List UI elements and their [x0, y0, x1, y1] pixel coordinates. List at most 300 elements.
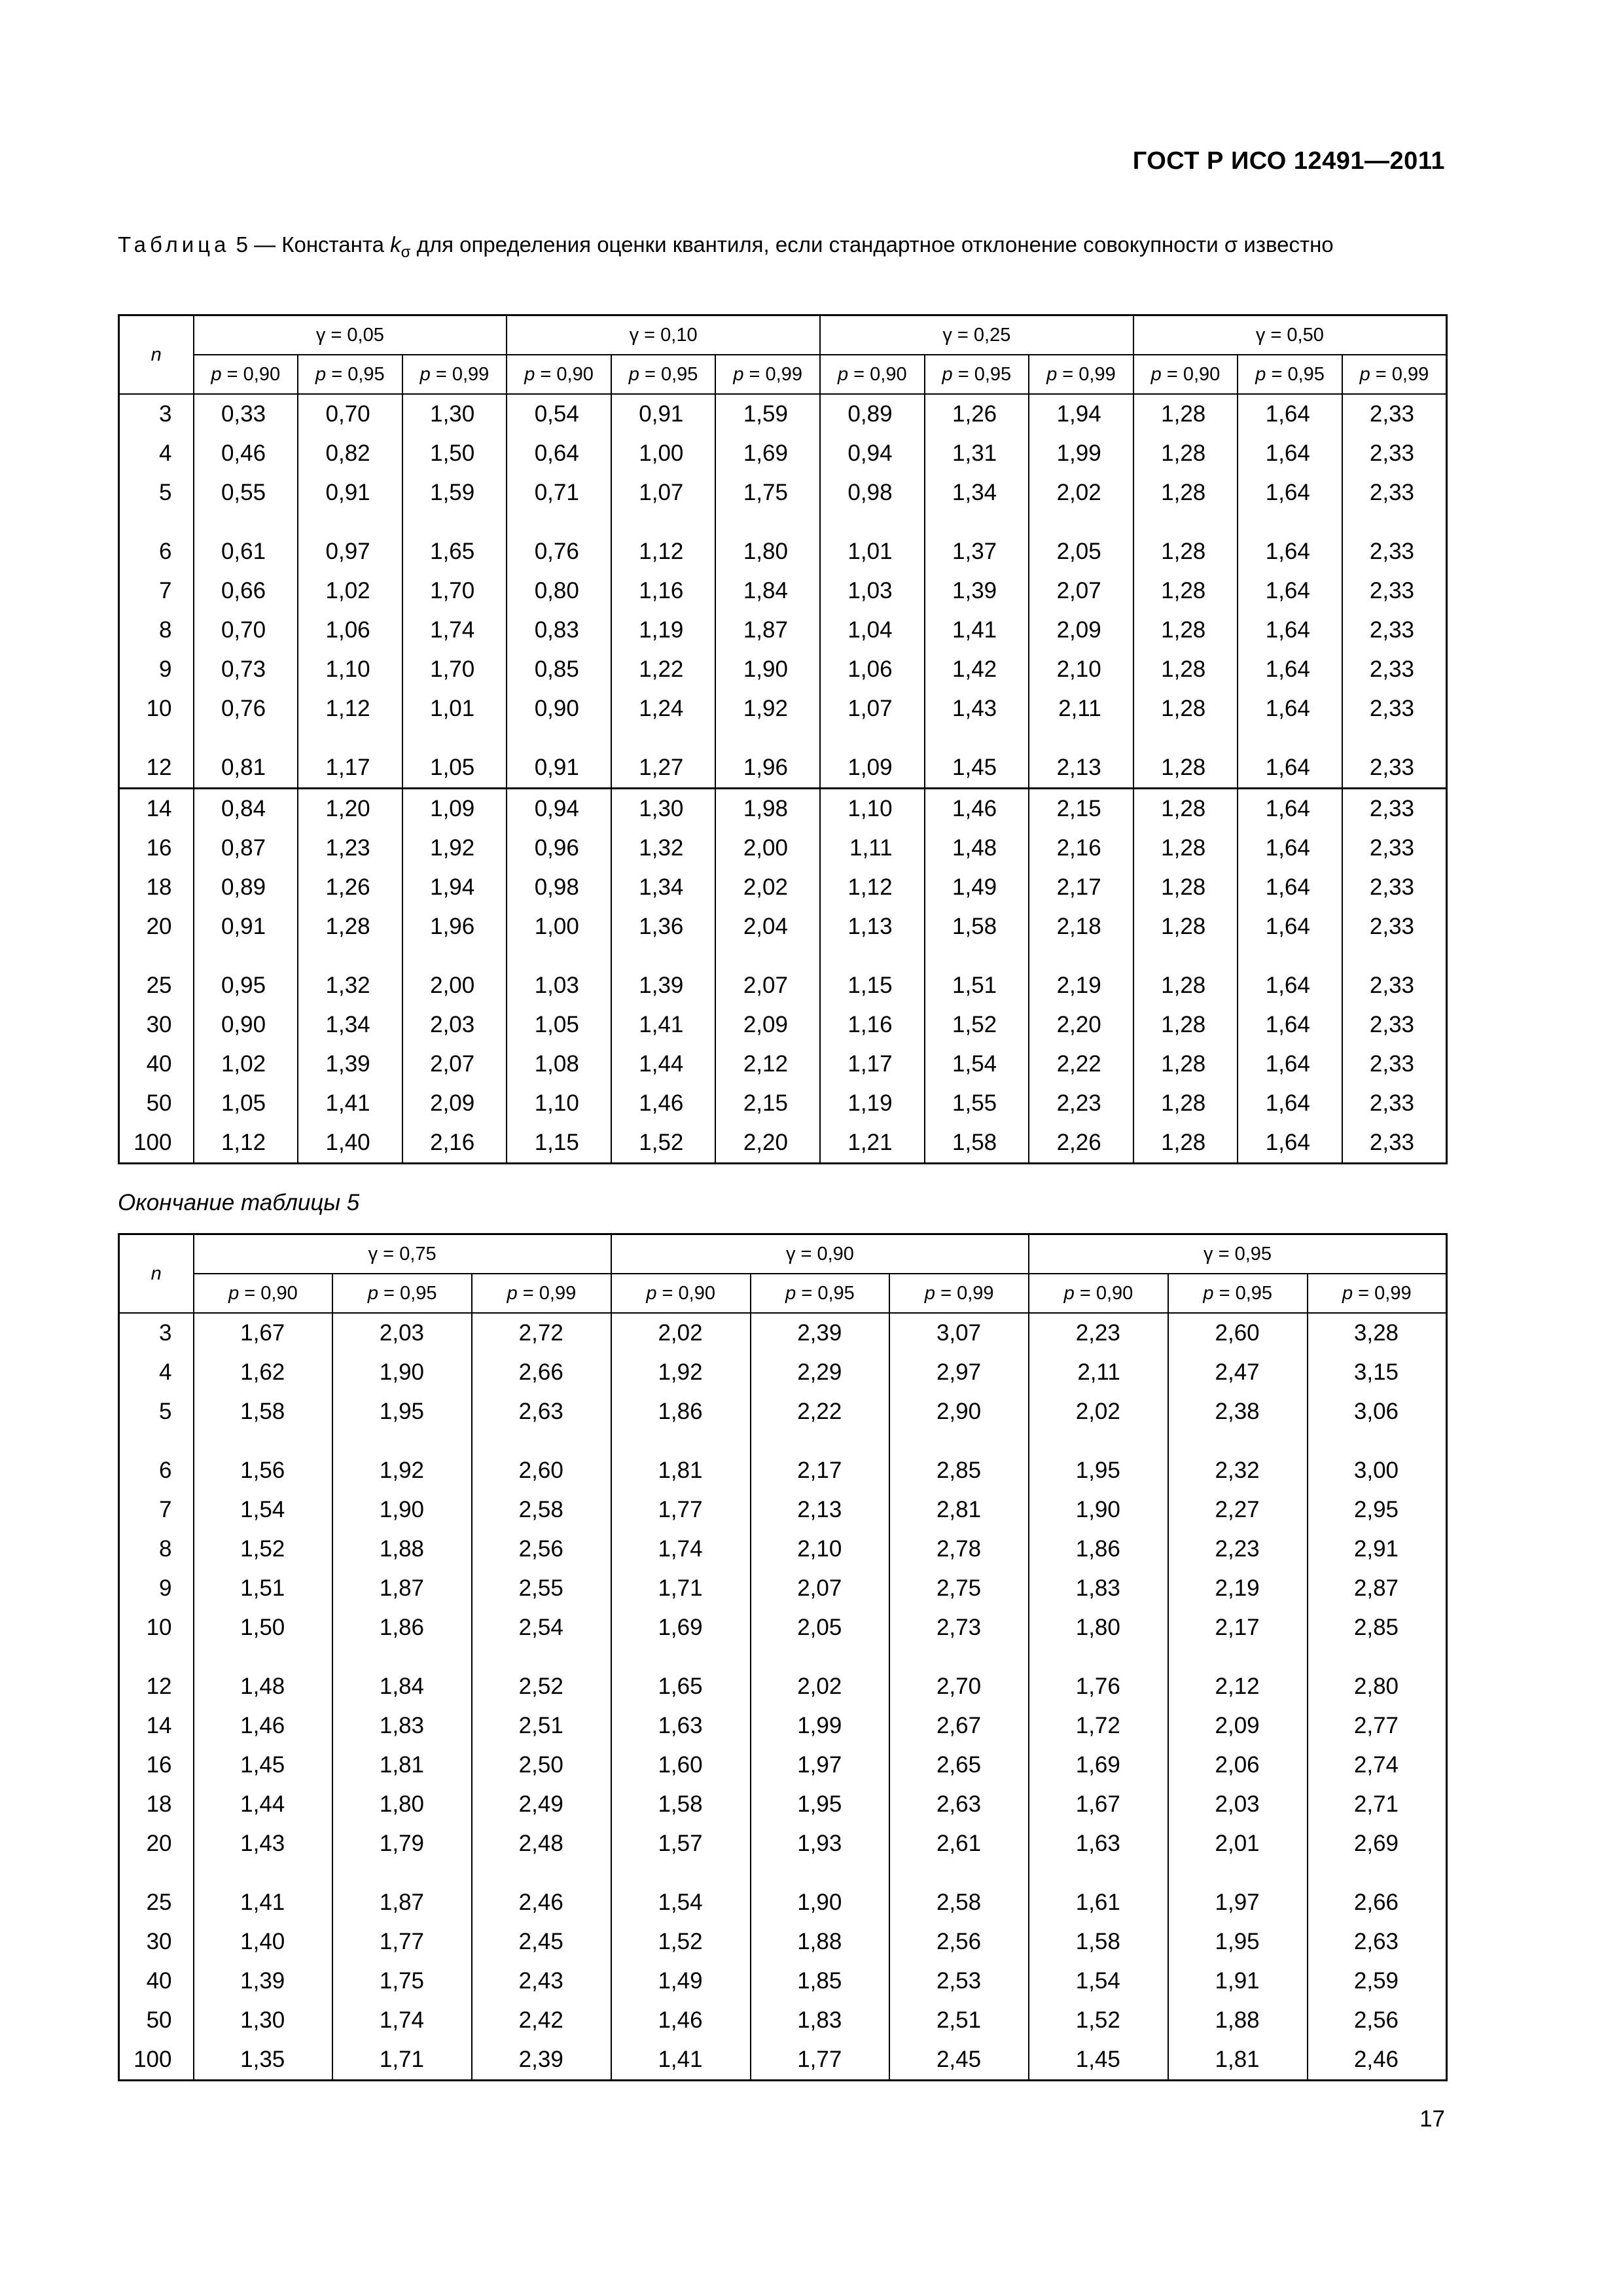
- value-cell: 1,28: [1133, 689, 1238, 728]
- row-n-cell: 18: [119, 868, 194, 907]
- value-cell: 2,70: [889, 1647, 1029, 1706]
- header-gamma: γ = 0,95: [1029, 1234, 1446, 1274]
- value-cell: 1,64: [1238, 728, 1342, 789]
- value-cell: 0,90: [507, 689, 611, 728]
- value-cell: 2,69: [1308, 1824, 1447, 1863]
- header-n: n: [119, 1234, 194, 1314]
- row-n-cell: 40: [119, 1045, 194, 1084]
- value-cell: 1,81: [1168, 2040, 1308, 2081]
- header-gamma: γ = 0,90: [611, 1234, 1029, 1274]
- header-p: p = 0,90: [1029, 1274, 1168, 1313]
- table-row: [119, 1569, 1447, 1608]
- value-cell: 1,95: [332, 1392, 472, 1431]
- row-n-cell: 7: [119, 1490, 194, 1530]
- row-n-cell: 20: [119, 907, 194, 946]
- value-cell: 1,34: [925, 473, 1029, 512]
- value-cell: 1,22: [611, 650, 716, 689]
- header-p: p = 0,95: [751, 1274, 890, 1313]
- value-cell: 1,86: [1029, 1530, 1168, 1569]
- value-cell: 1,30: [611, 789, 716, 829]
- value-cell: 1,28: [1133, 1045, 1238, 1084]
- value-cell: 2,33: [1342, 868, 1447, 907]
- row-n-cell: 3: [119, 1313, 194, 1353]
- value-cell: 1,70: [402, 571, 507, 611]
- table-row: [119, 2040, 1447, 2081]
- header-p: p = 0,95: [298, 355, 402, 394]
- header-gamma: γ = 0,50: [1133, 315, 1447, 355]
- value-cell: 2,05: [1029, 512, 1133, 571]
- value-cell: 1,39: [298, 1045, 402, 1084]
- table-row: [119, 571, 1447, 611]
- value-cell: 1,39: [611, 946, 716, 1005]
- value-cell: 2,03: [402, 1005, 507, 1045]
- value-cell: 2,78: [889, 1530, 1029, 1569]
- table-row: [119, 1084, 1447, 1123]
- value-cell: 2,16: [1029, 829, 1133, 868]
- value-cell: 2,33: [1342, 571, 1447, 611]
- header-gamma: γ = 0,10: [507, 315, 820, 355]
- value-cell: 1,72: [1029, 1706, 1168, 1746]
- value-cell: 1,40: [194, 1922, 333, 1962]
- value-cell: 2,91: [1308, 1530, 1447, 1569]
- value-cell: 1,99: [1029, 434, 1133, 473]
- header-p: p = 0,90: [507, 355, 611, 394]
- value-cell: 1,65: [611, 1647, 751, 1706]
- value-cell: 1,63: [611, 1706, 751, 1746]
- header-p: p = 0,95: [332, 1274, 472, 1313]
- table-row: [119, 512, 1447, 571]
- value-cell: 1,79: [332, 1824, 472, 1863]
- row-n-cell: 30: [119, 1922, 194, 1962]
- value-cell: 1,15: [507, 1123, 611, 1164]
- value-cell: 1,87: [332, 1569, 472, 1608]
- row-n-cell: 16: [119, 829, 194, 868]
- value-cell: 0,55: [194, 473, 298, 512]
- value-cell: 1,04: [820, 611, 925, 650]
- value-cell: 2,59: [1308, 1962, 1447, 2001]
- value-cell: 1,77: [332, 1922, 472, 1962]
- header-p: p = 0,95: [1238, 355, 1342, 394]
- value-cell: 2,49: [472, 1785, 611, 1824]
- value-cell: 2,33: [1342, 512, 1447, 571]
- row-n-cell: 9: [119, 650, 194, 689]
- value-cell: 1,46: [925, 789, 1029, 829]
- value-cell: 2,87: [1308, 1569, 1447, 1608]
- value-cell: 2,33: [1342, 473, 1447, 512]
- value-cell: 2,19: [1029, 946, 1133, 1005]
- value-cell: 2,32: [1168, 1431, 1308, 1490]
- value-cell: 3,28: [1308, 1313, 1447, 1353]
- value-cell: 1,42: [925, 650, 1029, 689]
- value-cell: 1,06: [820, 650, 925, 689]
- value-cell: 0,98: [507, 868, 611, 907]
- value-cell: 1,77: [611, 1490, 751, 1530]
- table-row: [119, 1824, 1447, 1863]
- value-cell: 0,91: [194, 907, 298, 946]
- caption-k-symbol: k: [390, 232, 401, 257]
- value-cell: 1,69: [611, 1608, 751, 1647]
- value-cell: 2,60: [472, 1431, 611, 1490]
- value-cell: 0,70: [298, 394, 402, 434]
- value-cell: 1,28: [1133, 650, 1238, 689]
- value-cell: 2,61: [889, 1824, 1029, 1863]
- value-cell: 1,26: [925, 394, 1029, 434]
- value-cell: 1,46: [611, 2001, 751, 2040]
- value-cell: 2,23: [1029, 1084, 1133, 1123]
- value-cell: 2,67: [889, 1706, 1029, 1746]
- value-cell: 0,91: [507, 728, 611, 789]
- value-cell: 1,57: [611, 1824, 751, 1863]
- value-cell: 2,09: [1168, 1706, 1308, 1746]
- value-cell: 2,45: [889, 2040, 1029, 2081]
- value-cell: 1,92: [611, 1353, 751, 1392]
- value-cell: 0,85: [507, 650, 611, 689]
- row-n-cell: 4: [119, 1353, 194, 1392]
- value-cell: 2,39: [472, 2040, 611, 2081]
- row-n-cell: 6: [119, 512, 194, 571]
- value-cell: 1,28: [1133, 571, 1238, 611]
- value-cell: 2,46: [472, 1863, 611, 1922]
- value-cell: 1,03: [820, 571, 925, 611]
- row-n-cell: 10: [119, 689, 194, 728]
- value-cell: 1,70: [402, 650, 507, 689]
- value-cell: 0,91: [298, 473, 402, 512]
- value-cell: 1,64: [1238, 571, 1342, 611]
- value-cell: 0,89: [194, 868, 298, 907]
- value-cell: 1,34: [298, 1005, 402, 1045]
- value-cell: 0,46: [194, 434, 298, 473]
- value-cell: 2,71: [1308, 1785, 1447, 1824]
- value-cell: 0,83: [507, 611, 611, 650]
- value-cell: 1,45: [194, 1746, 333, 1785]
- value-cell: 2,80: [1308, 1647, 1447, 1706]
- header-p: p = 0,90: [611, 1274, 751, 1313]
- table-row: [119, 434, 1447, 473]
- table-row: [119, 1863, 1447, 1922]
- value-cell: 2,02: [611, 1313, 751, 1353]
- value-cell: 1,52: [1029, 2001, 1168, 2040]
- value-cell: 2,52: [472, 1647, 611, 1706]
- value-cell: 1,74: [402, 611, 507, 650]
- value-cell: 1,49: [611, 1962, 751, 2001]
- value-cell: 1,54: [1029, 1962, 1168, 2001]
- value-cell: 1,58: [925, 907, 1029, 946]
- table-5-part-2: [118, 1233, 1448, 2081]
- value-cell: 2,22: [1029, 1045, 1133, 1084]
- value-cell: 1,62: [194, 1353, 333, 1392]
- value-cell: 2,15: [715, 1084, 820, 1123]
- value-cell: 1,75: [332, 1962, 472, 2001]
- value-cell: 1,45: [925, 728, 1029, 789]
- value-cell: 0,87: [194, 829, 298, 868]
- value-cell: 2,63: [1308, 1922, 1447, 1962]
- value-cell: 2,33: [1342, 611, 1447, 650]
- value-cell: 2,11: [1029, 1353, 1168, 1392]
- value-cell: 2,39: [751, 1313, 890, 1353]
- value-cell: 2,12: [1168, 1647, 1308, 1706]
- continuation-label: Окончание таблицы 5: [118, 1190, 360, 1215]
- header-p: p = 0,95: [611, 355, 716, 394]
- value-cell: 2,13: [751, 1490, 890, 1530]
- value-cell: 2,47: [1168, 1353, 1308, 1392]
- value-cell: 1,02: [298, 571, 402, 611]
- value-cell: 0,84: [194, 789, 298, 829]
- value-cell: 0,98: [820, 473, 925, 512]
- value-cell: 1,69: [1029, 1746, 1168, 1785]
- row-n-cell: 7: [119, 571, 194, 611]
- value-cell: 1,41: [611, 2040, 751, 2081]
- value-cell: 1,48: [925, 829, 1029, 868]
- value-cell: 0,66: [194, 571, 298, 611]
- value-cell: 2,10: [1029, 650, 1133, 689]
- value-cell: 1,97: [751, 1746, 890, 1785]
- value-cell: 2,02: [751, 1647, 890, 1706]
- value-cell: 1,59: [402, 473, 507, 512]
- row-n-cell: 14: [119, 789, 194, 829]
- value-cell: 2,33: [1342, 1123, 1447, 1164]
- value-cell: 2,54: [472, 1608, 611, 1647]
- value-cell: 2,02: [715, 868, 820, 907]
- value-cell: 0,94: [507, 789, 611, 829]
- value-cell: 1,94: [1029, 394, 1133, 434]
- value-cell: 0,71: [507, 473, 611, 512]
- row-n-cell: 50: [119, 2001, 194, 2040]
- value-cell: 1,36: [611, 907, 716, 946]
- value-cell: 1,90: [1029, 1490, 1168, 1530]
- value-cell: 1,32: [611, 829, 716, 868]
- value-cell: 1,64: [1238, 946, 1342, 1005]
- page-number: 17: [1419, 2106, 1445, 2132]
- value-cell: 0,97: [298, 512, 402, 571]
- table-row: [119, 1353, 1447, 1392]
- value-cell: 1,84: [715, 571, 820, 611]
- value-cell: 1,92: [332, 1431, 472, 1490]
- value-cell: 1,28: [1133, 789, 1238, 829]
- value-cell: 2,66: [1308, 1863, 1447, 1922]
- value-cell: 2,33: [1342, 434, 1447, 473]
- value-cell: 0,61: [194, 512, 298, 571]
- value-cell: 1,97: [1168, 1863, 1308, 1922]
- header-p: p = 0,99: [889, 1274, 1029, 1313]
- row-n-cell: 100: [119, 1123, 194, 1164]
- value-cell: 1,12: [820, 868, 925, 907]
- value-cell: 1,26: [298, 868, 402, 907]
- value-cell: 1,12: [611, 512, 716, 571]
- value-cell: 0,81: [194, 728, 298, 789]
- value-cell: 2,33: [1342, 789, 1447, 829]
- table-row: [119, 1922, 1447, 1962]
- value-cell: 2,17: [1029, 868, 1133, 907]
- value-cell: 1,95: [1168, 1922, 1308, 1962]
- value-cell: 2,42: [472, 2001, 611, 2040]
- table-caption: [118, 230, 1446, 266]
- row-n-cell: 6: [119, 1431, 194, 1490]
- value-cell: 2,22: [751, 1392, 890, 1431]
- value-cell: 1,64: [1238, 473, 1342, 512]
- value-cell: 2,09: [1029, 611, 1133, 650]
- value-cell: 1,43: [194, 1824, 333, 1863]
- value-cell: 1,52: [611, 1123, 716, 1164]
- value-cell: 2,56: [889, 1922, 1029, 1962]
- row-n-cell: 40: [119, 1962, 194, 2001]
- value-cell: 1,77: [751, 2040, 890, 2081]
- value-cell: 1,87: [332, 1863, 472, 1922]
- value-cell: 2,56: [472, 1530, 611, 1569]
- value-cell: 1,88: [1168, 2001, 1308, 2040]
- value-cell: 1,16: [820, 1005, 925, 1045]
- value-cell: 1,28: [1133, 394, 1238, 434]
- value-cell: 1,43: [925, 689, 1029, 728]
- table-row: [119, 2001, 1447, 2040]
- value-cell: 2,45: [472, 1922, 611, 1962]
- table-row: [119, 1608, 1447, 1647]
- value-cell: 1,00: [507, 907, 611, 946]
- value-cell: 2,66: [472, 1353, 611, 1392]
- value-cell: 2,60: [1168, 1313, 1308, 1353]
- value-cell: 1,05: [507, 1005, 611, 1045]
- value-cell: 1,50: [194, 1608, 333, 1647]
- value-cell: 1,65: [402, 512, 507, 571]
- value-cell: 1,10: [298, 650, 402, 689]
- table-row: [119, 689, 1447, 728]
- value-cell: 2,90: [889, 1392, 1029, 1431]
- value-cell: 1,27: [611, 728, 716, 789]
- value-cell: 0,70: [194, 611, 298, 650]
- row-n-cell: 10: [119, 1608, 194, 1647]
- value-cell: 1,90: [751, 1863, 890, 1922]
- value-cell: 1,64: [1238, 1084, 1342, 1123]
- value-cell: 1,46: [611, 1084, 716, 1123]
- value-cell: 1,28: [1133, 829, 1238, 868]
- value-cell: 1,39: [194, 1962, 333, 2001]
- value-cell: 1,10: [507, 1084, 611, 1123]
- value-cell: 2,63: [889, 1785, 1029, 1824]
- value-cell: 2,33: [1342, 946, 1447, 1005]
- value-cell: 1,28: [1133, 728, 1238, 789]
- value-cell: 1,96: [715, 728, 820, 789]
- table-row: [119, 1123, 1447, 1164]
- table-row: [119, 1785, 1447, 1824]
- value-cell: 1,81: [611, 1431, 751, 1490]
- value-cell: 1,10: [820, 789, 925, 829]
- value-cell: 2,03: [332, 1313, 472, 1353]
- value-cell: 2,33: [1342, 650, 1447, 689]
- value-cell: 1,03: [507, 946, 611, 1005]
- value-cell: 1,64: [1238, 1005, 1342, 1045]
- value-cell: 2,50: [472, 1746, 611, 1785]
- value-cell: 2,33: [1342, 1084, 1447, 1123]
- value-cell: 1,28: [298, 907, 402, 946]
- document-code: ГОСТ Р ИСО 12491—2011: [1132, 147, 1445, 175]
- value-cell: 2,07: [402, 1045, 507, 1084]
- value-cell: 2,74: [1308, 1746, 1447, 1785]
- value-cell: 1,11: [820, 829, 925, 868]
- value-cell: 2,17: [751, 1431, 890, 1490]
- row-n-cell: 5: [119, 473, 194, 512]
- value-cell: 1,95: [1029, 1431, 1168, 1490]
- value-cell: 2,95: [1308, 1490, 1447, 1530]
- value-cell: 1,64: [1238, 689, 1342, 728]
- value-cell: 2,56: [1308, 2001, 1447, 2040]
- value-cell: 2,51: [889, 2001, 1029, 2040]
- row-n-cell: 4: [119, 434, 194, 473]
- value-cell: 2,63: [472, 1392, 611, 1431]
- header-p: p = 0,90: [194, 355, 298, 394]
- table-row: [119, 473, 1447, 512]
- value-cell: 1,41: [298, 1084, 402, 1123]
- value-cell: 1,15: [820, 946, 925, 1005]
- value-cell: 2,29: [751, 1353, 890, 1392]
- value-cell: 1,00: [611, 434, 716, 473]
- value-cell: 1,41: [194, 1863, 333, 1922]
- table-row: [119, 789, 1447, 829]
- value-cell: 1,83: [332, 1706, 472, 1746]
- value-cell: 1,28: [1133, 473, 1238, 512]
- value-cell: 0,95: [194, 946, 298, 1005]
- value-cell: 2,11: [1029, 689, 1133, 728]
- value-cell: 2,55: [472, 1569, 611, 1608]
- value-cell: 2,27: [1168, 1490, 1308, 1530]
- header-p: p = 0,99: [1342, 355, 1447, 394]
- value-cell: 1,09: [820, 728, 925, 789]
- row-n-cell: 16: [119, 1746, 194, 1785]
- value-cell: 2,05: [751, 1608, 890, 1647]
- value-cell: 2,00: [715, 829, 820, 868]
- row-n-cell: 30: [119, 1005, 194, 1045]
- value-cell: 1,46: [194, 1706, 333, 1746]
- value-cell: 1,80: [715, 512, 820, 571]
- value-cell: 1,58: [1029, 1922, 1168, 1962]
- value-cell: 1,84: [332, 1647, 472, 1706]
- value-cell: 1,80: [1029, 1608, 1168, 1647]
- row-n-cell: 100: [119, 2040, 194, 2081]
- value-cell: 2,06: [1168, 1746, 1308, 1785]
- value-cell: 1,90: [332, 1353, 472, 1392]
- value-cell: 1,69: [715, 434, 820, 473]
- row-n-cell: 14: [119, 1706, 194, 1746]
- header-p: p = 0,99: [1029, 355, 1133, 394]
- value-cell: 0,64: [507, 434, 611, 473]
- value-cell: 2,33: [1342, 1045, 1447, 1084]
- value-cell: 2,26: [1029, 1123, 1133, 1164]
- value-cell: 2,23: [1168, 1530, 1308, 1569]
- value-cell: 1,50: [402, 434, 507, 473]
- value-cell: 1,93: [751, 1824, 890, 1863]
- value-cell: 1,41: [611, 1005, 716, 1045]
- value-cell: 2,00: [402, 946, 507, 1005]
- header-p: p = 0,99: [472, 1274, 611, 1313]
- value-cell: 0,76: [194, 689, 298, 728]
- value-cell: 2,33: [1342, 394, 1447, 434]
- value-cell: 2,58: [472, 1490, 611, 1530]
- table-row: [119, 1431, 1447, 1490]
- value-cell: 1,44: [611, 1045, 716, 1084]
- value-cell: 2,23: [1029, 1313, 1168, 1353]
- value-cell: 2,33: [1342, 689, 1447, 728]
- table-row: [119, 946, 1447, 1005]
- table-row: [119, 1313, 1447, 1353]
- value-cell: 2,04: [715, 907, 820, 946]
- value-cell: 1,85: [751, 1962, 890, 2001]
- value-cell: 1,09: [402, 789, 507, 829]
- value-cell: 1,76: [1029, 1647, 1168, 1706]
- value-cell: 1,59: [715, 394, 820, 434]
- row-n-cell: 8: [119, 1530, 194, 1569]
- value-cell: 1,54: [925, 1045, 1029, 1084]
- value-cell: 2,48: [472, 1824, 611, 1863]
- value-cell: 1,64: [1238, 1123, 1342, 1164]
- table-row: [119, 868, 1447, 907]
